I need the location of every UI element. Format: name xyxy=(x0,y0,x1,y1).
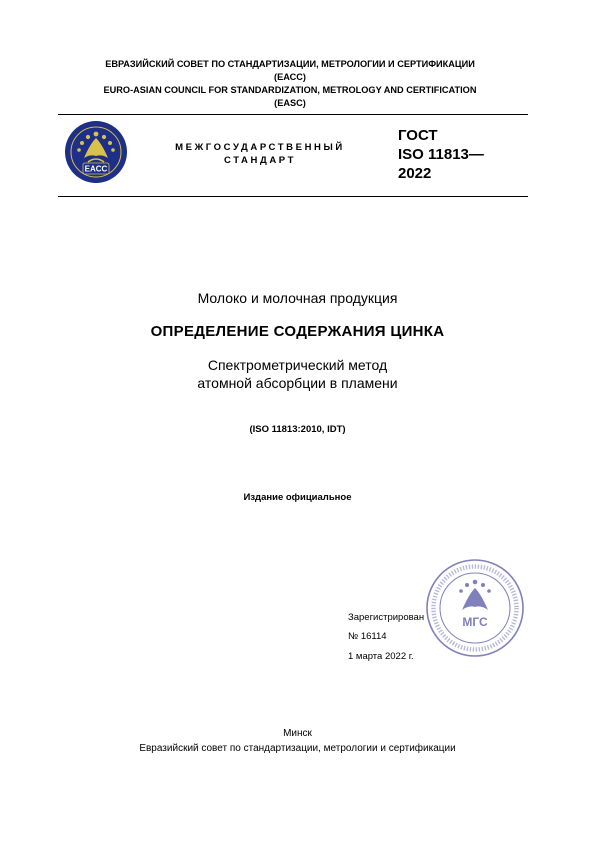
header-top-rule xyxy=(58,114,528,115)
logo-text: EACC xyxy=(84,164,108,174)
council-name-ru: ЕВРАЗИЙСКИЙ СОВЕТ ПО СТАНДАРТИЗАЦИИ, МЕТРОЛОГИИ И СЕРТИФИКАЦИИ xyxy=(105,59,475,69)
footer-publisher: Евразийский совет по стандартизации, метрологии и сертификации xyxy=(139,743,456,754)
registration-number: № 16114 xyxy=(348,631,387,642)
council-abbr-ru: (ЕАСС) xyxy=(274,72,306,82)
registration-label: Зарегистрирован xyxy=(348,612,425,623)
title-main: ОПРЕДЕЛЕНИЕ СОДЕРЖАНИЯ ЦИНКА xyxy=(150,323,445,340)
registration-date: 1 марта 2022 г. xyxy=(348,651,414,662)
iso-reference: (ISO 11813:2010, IDT) xyxy=(249,424,346,435)
eacc-logo xyxy=(64,120,128,184)
standard-type-line2: СТАНДАРТ xyxy=(224,155,296,166)
stamp-text: МГС xyxy=(462,615,488,629)
title-subject: Молоко и молочная продукция xyxy=(197,290,398,306)
council-name-en: EURO-ASIAN COUNCIL FOR STANDARDIZATION, METROLOGY AND CERTIFICATION xyxy=(103,85,477,95)
gost-year: 2022 xyxy=(398,165,432,182)
header-bottom-rule xyxy=(58,196,528,197)
footer-city: Минск xyxy=(283,728,312,739)
gost-label: ГОСТ xyxy=(398,127,438,144)
council-abbr-en: (EASC) xyxy=(274,98,306,108)
standard-type-line1: МЕЖГОСУДАРСТВЕННЫЙ xyxy=(175,142,345,153)
edition-note: Издание официальное xyxy=(243,492,352,503)
title-method-line2: атомной абсорбции в пламени xyxy=(197,375,398,391)
title-method-line1: Спектрометрический метод xyxy=(207,357,388,373)
gost-number: ISO 11813— xyxy=(398,146,484,163)
mgs-stamp xyxy=(425,558,525,658)
